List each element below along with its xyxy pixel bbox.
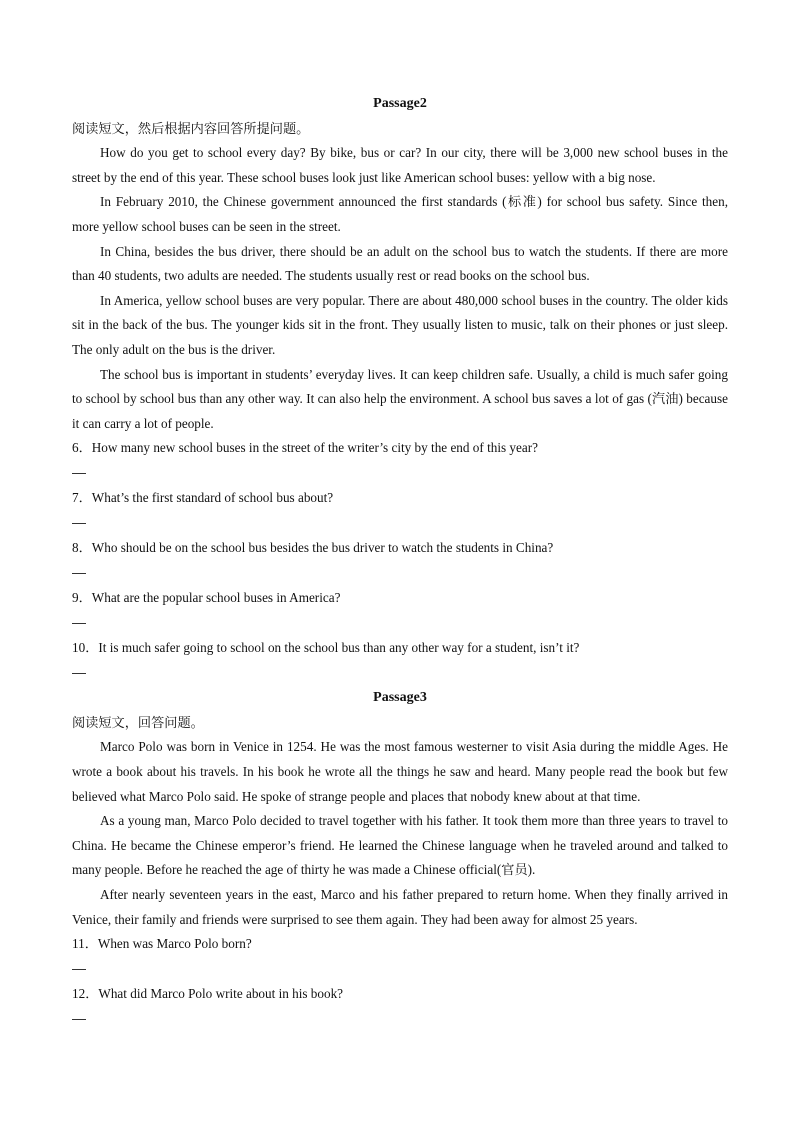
answer-blank-7[interactable] — [72, 511, 728, 536]
answer-line — [72, 673, 86, 674]
passage3-paragraph-1: Marco Polo was born in Venice in 1254. He was the most famous westerner to visit Asia during the middle Ages. He wrote a book about his travels. In his book he wrote all the things he saw and heard. Many people read the book but few believed what Marco Polo said. He spoke of strange people and places that nobody knew about at that time. — [72, 739, 728, 804]
answer-blank-11[interactable] — [72, 957, 728, 982]
passage2-title: Passage2 — [373, 96, 427, 111]
question-6: 6．How many new school buses in the street of the writer’s city by the end of this year? — [72, 440, 538, 456]
passage2-paragraph-5: The school bus is important in students’ everyday lives. It can keep children safe. Usually, a child is much safer going to school by school bus than any other way. It can also help the environment. A school bus saves a lot of gas (汽油) because it can carry a lot of people. — [72, 366, 728, 431]
passage2-instruction: 阅读短文，然后根据内容回答所提问题。 — [72, 120, 310, 136]
answer-line — [72, 623, 86, 624]
passage3-paragraph-3: After nearly seventeen years in the east, Marco and his father prepared to return home. When they finally arrived in Venice, their family and friends were surprised to see them again. They had been away for almost 25 years. — [72, 886, 728, 927]
passage3-paragraph-2: As a young man, Marco Polo decided to travel together with his father. It took them more than three years to travel to China. He became the Chinese emperor’s friend. He learned the Chinese language when he traveled around and talked to many people. Before he reached the age of thirty he was made a Chinese official(官员). — [72, 813, 728, 878]
answer-blank-6[interactable] — [72, 461, 728, 486]
question-10: 10．It is much safer going to school on the school bus than any other way for a student, isn’t it? — [72, 640, 580, 656]
passage3-title: Passage3 — [373, 690, 427, 706]
answer-line — [72, 1019, 86, 1020]
answer-blank-10[interactable] — [72, 661, 728, 686]
passage3-section — [72, 686, 728, 1032]
question-8: 8．Who should be on the school bus besides the bus driver to watch the students in China? — [72, 540, 554, 556]
answer-blank-8[interactable] — [72, 561, 728, 586]
answer-blank-12[interactable] — [72, 1007, 728, 1032]
answer-line — [72, 473, 86, 474]
question-9: 9．What are the popular school buses in America? — [72, 590, 341, 606]
question-12: 12．What did Marco Polo write about in his book? — [72, 986, 344, 1002]
answer-blank-9[interactable] — [72, 611, 728, 636]
passage2-paragraph-1: How do you get to school every day? By bike, bus or car? In our city, there will be 3,000 new school buses in the street by the end of this year. These school buses look just like American school buses: yellow with a big nose. — [72, 145, 728, 185]
answer-line — [72, 969, 86, 970]
passage2-paragraph-2: In February 2010, the Chinese government announced the first standards (标准) for school bus safety. Since then, more yellow school buses can be seen in the street. — [72, 194, 728, 234]
passage3-instruction: 阅读短文，回答问题。 — [72, 714, 204, 730]
answer-line — [72, 523, 86, 524]
passage2-paragraph-3: In China, besides the bus driver, there should be an adult on the school bus to watch the students. If there are more than 40 students, two adults are needed. The students usually rest or read books on the school bus. — [72, 243, 728, 284]
passage2-section — [72, 92, 728, 686]
answer-line — [72, 573, 86, 574]
document-page — [72, 92, 728, 1032]
question-11: 11．When was Marco Polo born? — [72, 936, 252, 952]
question-7: 7．What’s the first standard of school bus about? — [72, 490, 334, 506]
passage2-paragraph-4: In America, yellow school buses are very popular. There are about 480,000 school buses in the country. The older kids sit in the back of the bus. The younger kids sit in the front. They usually listen to music, talk on their phones or just sleep. The only adult on the bus is the driver. — [72, 292, 728, 357]
